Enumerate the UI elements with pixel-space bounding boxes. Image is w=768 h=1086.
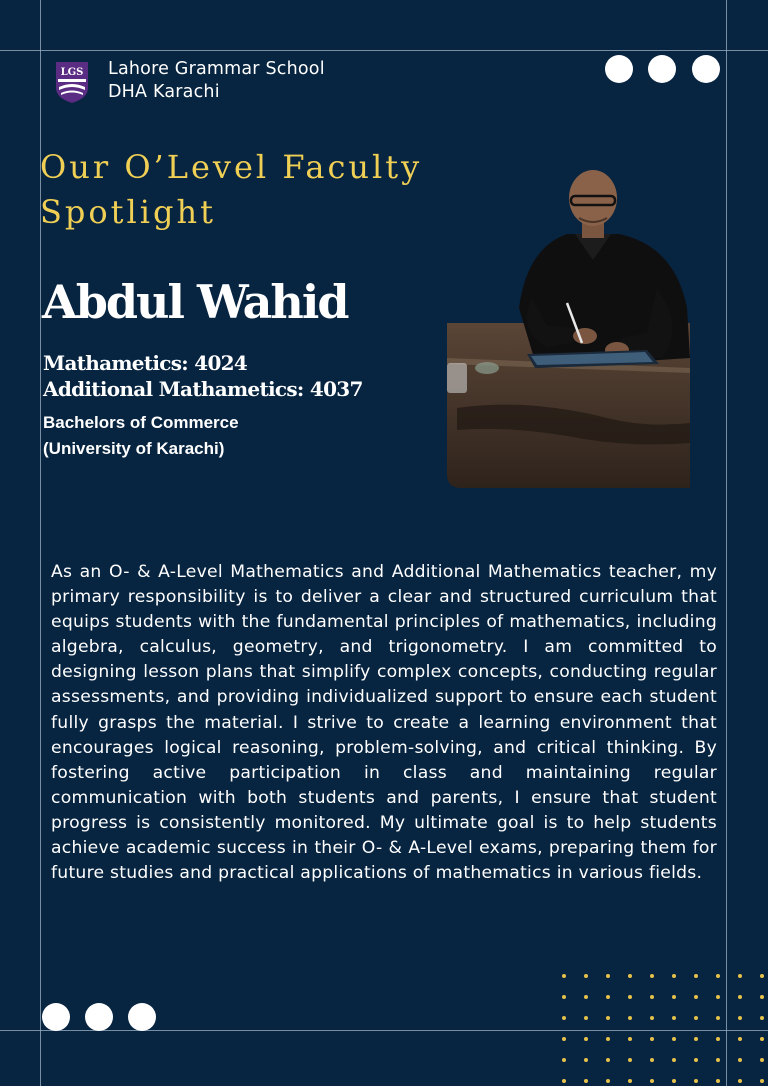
frame-line-right <box>726 0 727 1086</box>
decorative-dot <box>605 55 633 83</box>
logo-text: LGS <box>60 67 84 78</box>
decorative-dot <box>42 1003 70 1031</box>
teacher-subjects <box>43 350 363 402</box>
degree-line1: Bachelors of Commerce <box>43 413 239 432</box>
frame-line-top <box>0 50 768 51</box>
decorative-dot-grid <box>558 970 768 1086</box>
school-name-line2: DHA Karachi <box>108 82 220 102</box>
subject-line1: Mathametics: 4024 <box>43 351 248 375</box>
teacher-photo <box>447 168 690 488</box>
page-title-line1: Our O’Level Faculty <box>40 148 423 186</box>
decorative-dot <box>692 55 720 83</box>
teacher-degree <box>43 410 239 462</box>
school-name-line1: Lahore Grammar School <box>108 59 325 79</box>
school-logo <box>54 60 90 104</box>
page-title <box>40 145 422 235</box>
subject-line2: Additional Mathametics: 4037 <box>43 377 363 401</box>
page-title-line2: Spotlight <box>40 193 216 231</box>
degree-line2: (University of Karachi) <box>43 439 225 458</box>
decorative-dot <box>128 1003 156 1031</box>
teacher-name: Abdul Wahid <box>42 275 348 329</box>
teacher-bio: As an O- & A-Level Mathematics and Additional Mathematics teacher, my primary responsibility is to deliver a clear and structured curriculum that equips students with the fundamental principles of mathematics, including algebra, calculus, geometry, and trigonometry. I am committed to designing lesson plans that simplify complex concepts, conducting regular assessments, and providing individualized support to ensure each student fully grasps the material. I strive to create a learning environment that encourages logical reasoning, problem-solving, and critical thinking. By fostering active participation in class and maintaining regular communication with both students and parents, I ensure that student progress is consistently monitored. My ultimate goal is to help students achieve academic success in their O- & A-Level exams, preparing them for future studies and practical applications of mathematics in various fields. <box>51 562 717 884</box>
decorative-dot <box>85 1003 113 1031</box>
decorative-dot <box>648 55 676 83</box>
school-name <box>108 58 325 104</box>
